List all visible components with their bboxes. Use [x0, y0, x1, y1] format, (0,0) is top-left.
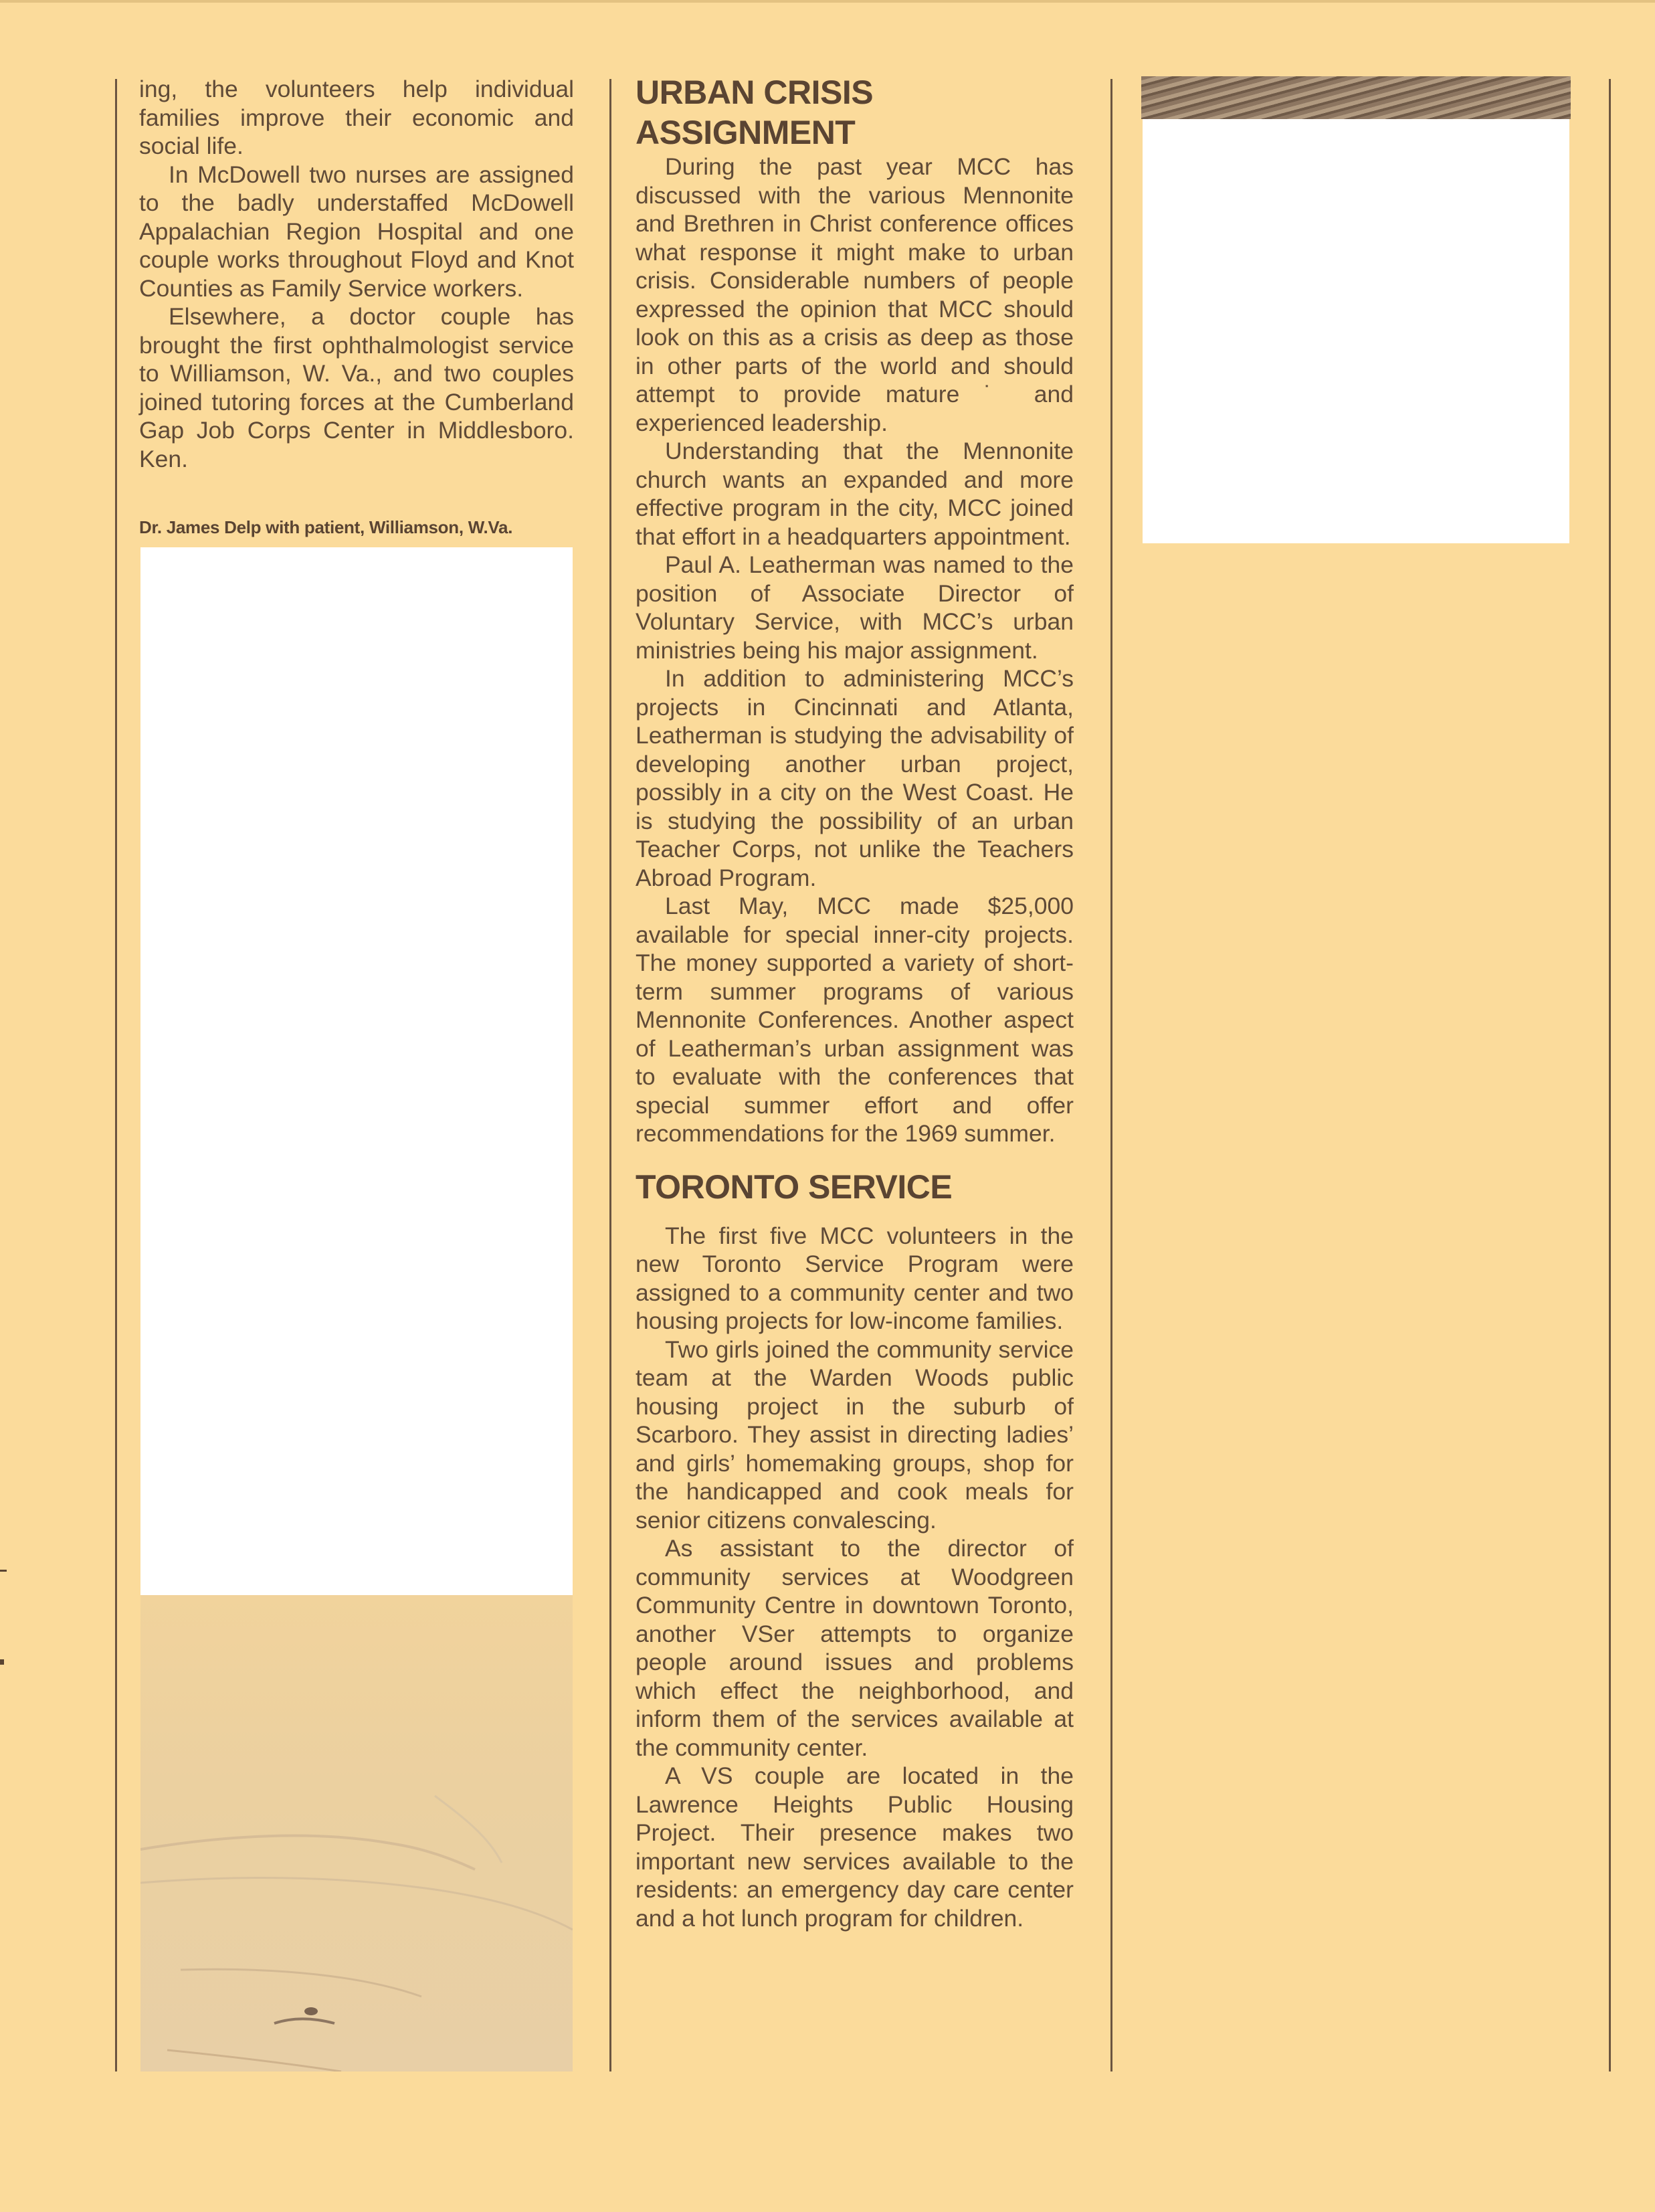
- left-paragraph-1: ing, the volunteers help individual families improve their economic and social life.: [139, 76, 574, 159]
- left-column: [139, 75, 574, 473]
- column-rule-middle: [609, 79, 611, 2071]
- toronto-paragraph-1: The first five MCC volunteers in the new Toronto Service Program were assigned to a community center and two housing projects for low-income families.: [636, 1222, 1074, 1334]
- toronto-service-heading: TORONTO SERVICE: [636, 1168, 953, 1206]
- edge-mark: [0, 1570, 7, 1572]
- patient-photo-redacted: [140, 547, 573, 1595]
- urban-paragraph-2: Understanding that the Mennonite church wants an expanded and more effective program in the city, MCC joined that effort in a headquarters appointment.: [636, 438, 1074, 550]
- left-paragraph-3: Elsewhere, a doctor couple has brought the first ophthalmologist service to Williamson, W. Va., and two couples joined tutoring forces at the Cumberland Gap Job Corps Center in Middlesboro. Ken.: [139, 303, 574, 472]
- toronto-paragraph-2: Two girls joined the community service team at the Warden Woods public housing project in the suburb of Scarboro. They assist in directing ladies’ and girls’ homemaking groups, shop for the handicapped and cook meals for senior citizens convalescing.: [636, 1335, 1074, 1534]
- patient-photo-lower: [140, 1595, 573, 2071]
- photo-caption: Dr. James Delp with patient, Williamson, W.Va.: [139, 517, 513, 537]
- urban-crisis-heading: URBAN CRISIS ASSIGNMENT: [636, 74, 874, 151]
- urban-paragraph-5: Last May, MCC made $25,000 available for special inner-city projects. The money supported a variety of short-term summer programs of various Mennonite Conferences. Another aspect of Leatherman’s urban assignment was to evaluate with the conferences that special summer effort and offer recommendations for the 1969 summer.: [636, 893, 1074, 1147]
- top-edge-shadow: [0, 0, 1655, 3]
- middle-column: [636, 72, 1074, 1932]
- edge-mark: [0, 1659, 4, 1665]
- urban-paragraph-4: In addition to administering MCC’s projects in Cincinnati and Atlanta, Leatherman is studying the advisability of developing another urban project, possibly in a city on the West Coast. He is studying the possibility of an urban Teacher Corps, not unlike the Teachers Abroad Program.: [636, 665, 1074, 891]
- toronto-paragraph-3: As assistant to the director of community services at Woodgreen Community Centre in downtown Toronto, another VSer attempts to organize people around issues and problems which effect the neighborhood, and inform them of the services available at the community center.: [636, 1535, 1074, 1761]
- column-rule-left: [115, 79, 117, 2071]
- left-paragraph-2: In McDowell two nurses are assigned to the badly understaffed McDowell Appalachian Region Hospital and one couple works throughout Floyd and Knot Counties as Family Service workers.: [139, 161, 574, 302]
- urban-paragraph-3: Paul A. Leatherman was named to the position of Associate Director of Voluntary Service, with MCC’s urban ministries being his major assignment.: [636, 551, 1074, 664]
- toronto-paragraph-4: A VS couple are located in the Lawrence Heights Public Housing Project. Their presence makes two important new services available to the residents: an emergency day care center and a hot lunch program for children.: [636, 1762, 1074, 1932]
- right-photo-top-strip: [1141, 76, 1571, 119]
- urban-paragraph-1: During the past year MCC has discussed with the various Mennonite and Brethren in Christ conference offices what response it might make to urban crisis. Considerable numbers of people expressed the opinion that MCC should look on this as a crisis as deep as those in other parts of the world and should attempt to provide mature ˙ and experienced leadership.: [636, 153, 1074, 436]
- right-photo-redacted: [1143, 119, 1569, 543]
- hand-image: [140, 1595, 573, 2071]
- column-rule-right: [1609, 79, 1611, 2071]
- column-rule-middle-right: [1110, 79, 1112, 2071]
